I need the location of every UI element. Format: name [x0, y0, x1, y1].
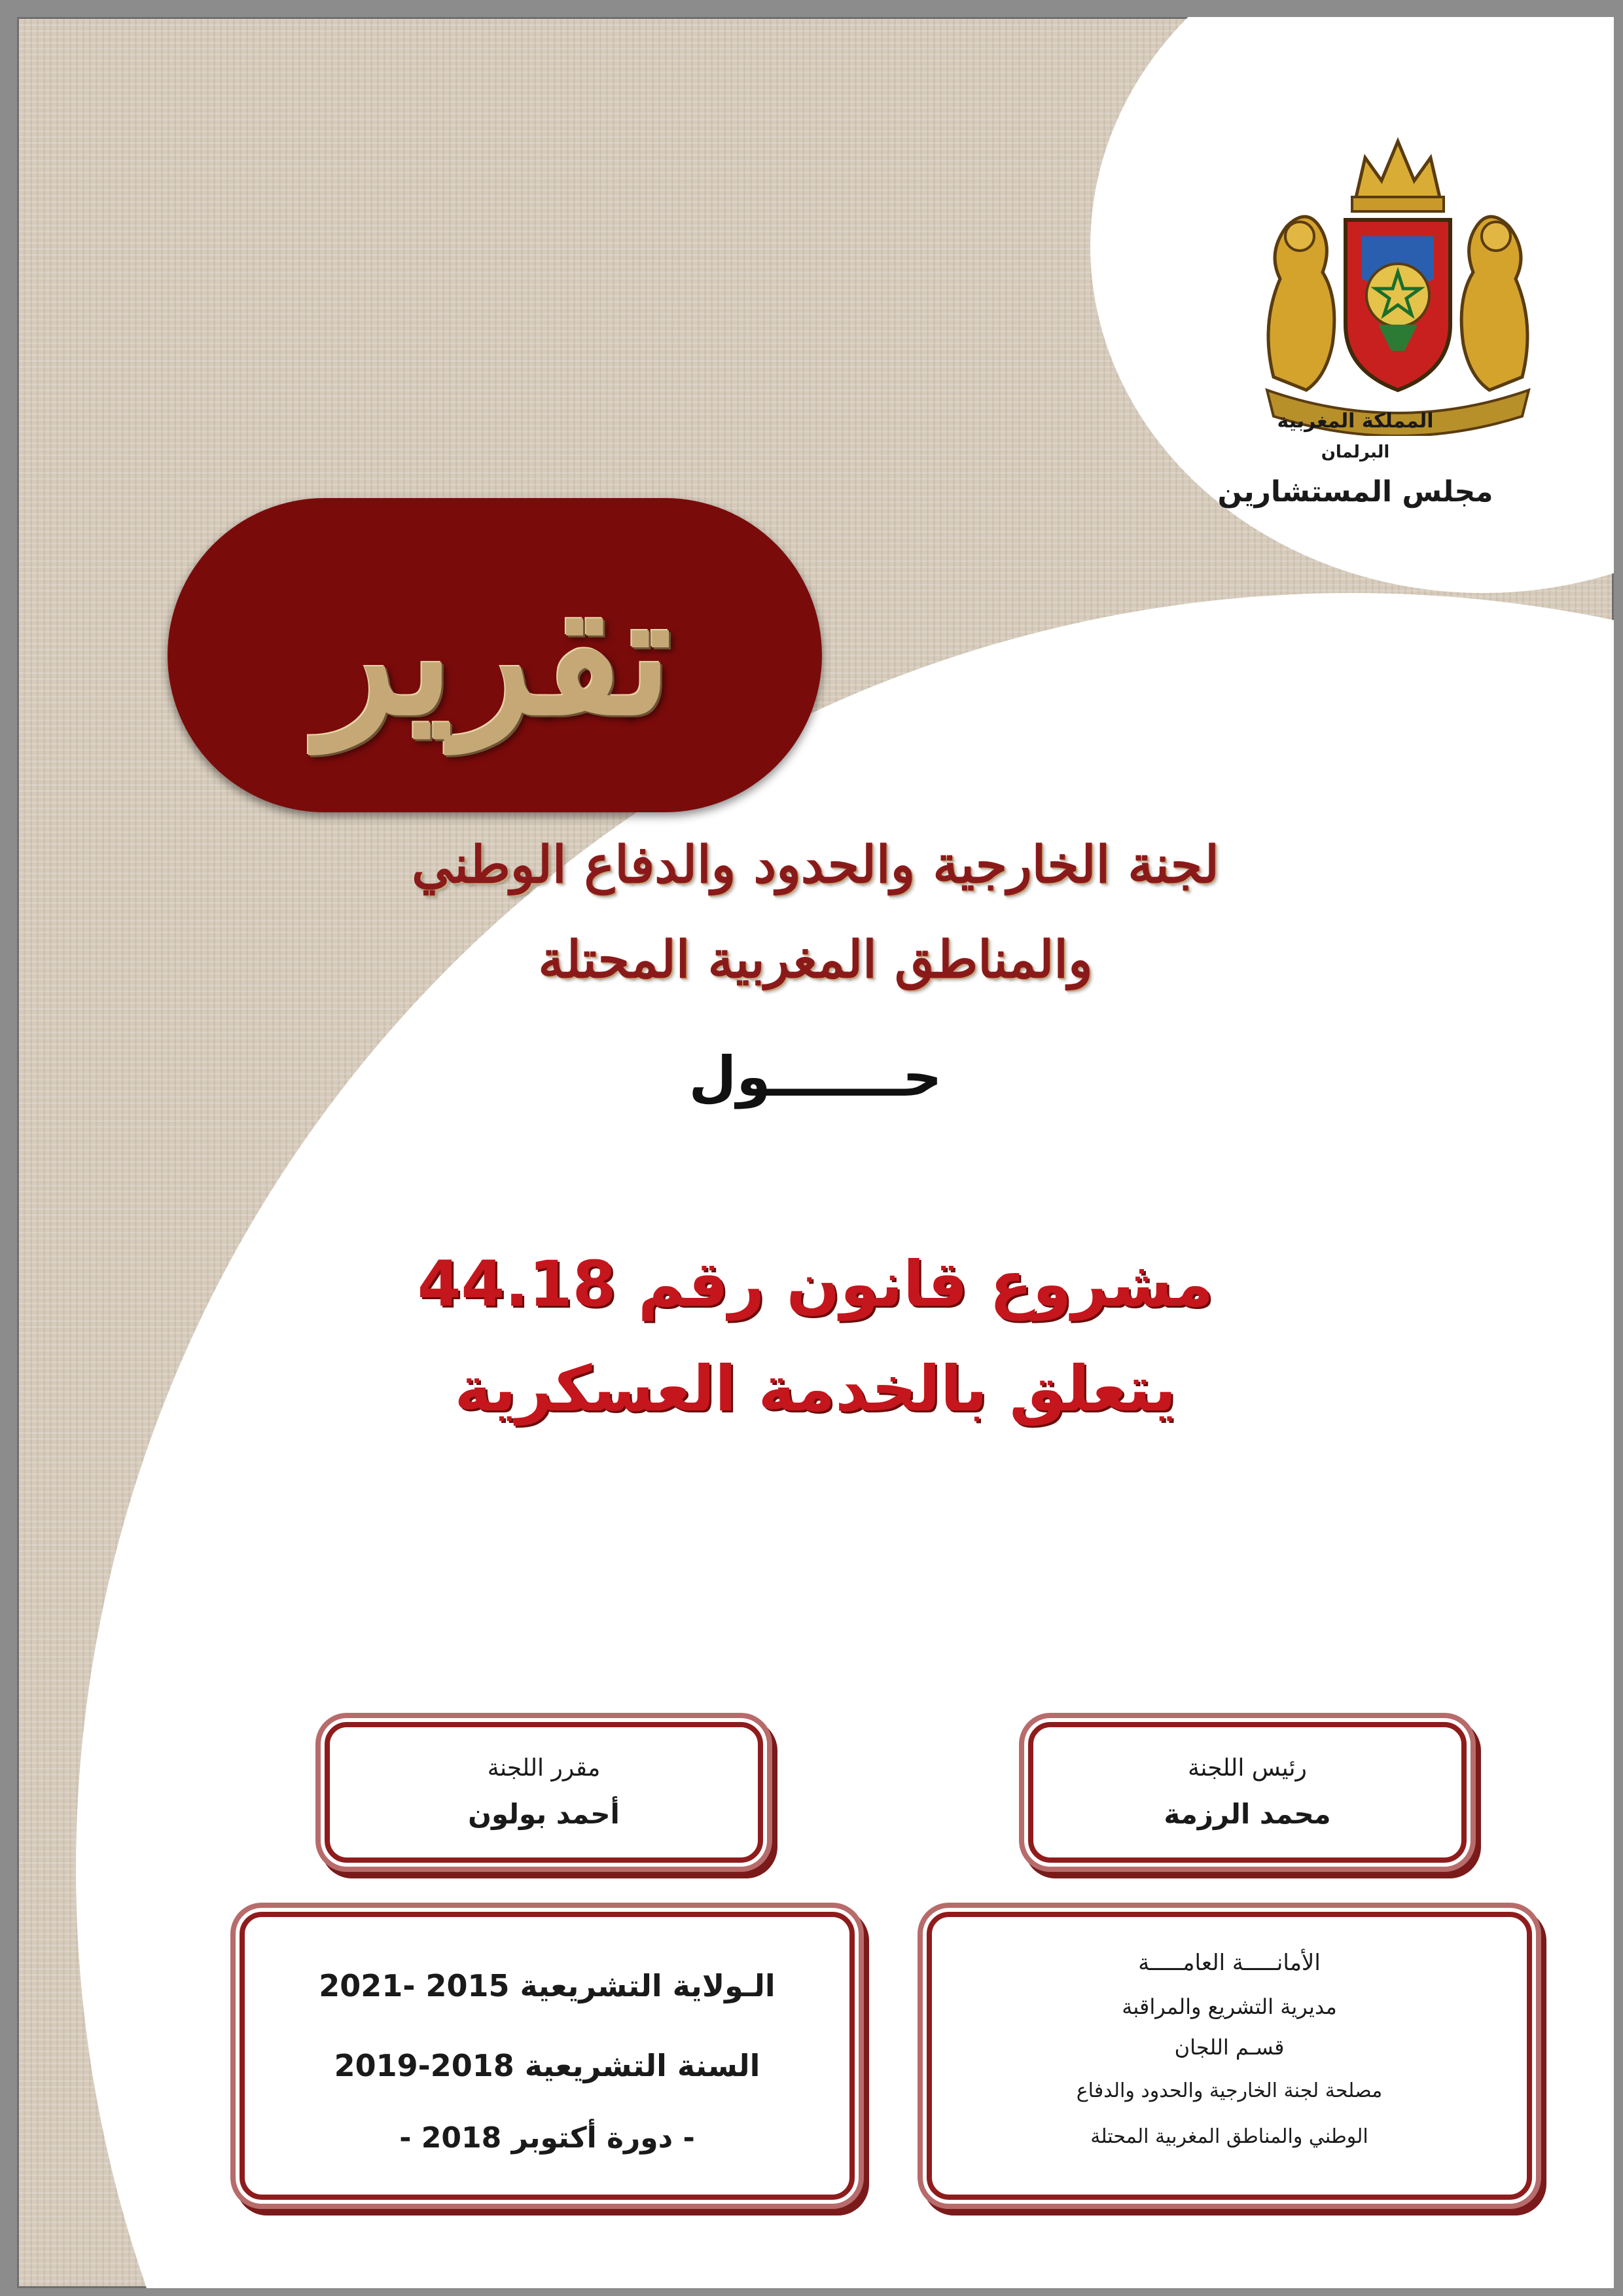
general-secretariat-box — [927, 1912, 1532, 2200]
rapporteur-title: مقرر اللجنة — [487, 1755, 601, 1782]
bill-title-line1: مشروع قانون رقم 44.18 — [417, 1247, 1214, 1321]
institution-kingdom: المملكة المغربية — [1277, 410, 1434, 433]
session-label: - دورة أكتوبر 2018 - — [399, 2121, 695, 2155]
report-cover-page — [17, 17, 1614, 2288]
rapporteur-name: أحمد بولون — [468, 1798, 620, 1830]
secretariat-title: الأمانـــــة العامـــــة — [1138, 1950, 1321, 1976]
legislature-period: الـولاية التشريعية 2015 -2021 — [319, 1968, 776, 2003]
president-name: محمد الرزمة — [1164, 1798, 1331, 1830]
institution-parliament: البرلمان — [1321, 442, 1390, 462]
legislative-year: السنة التشريعية 2018-2019 — [334, 2048, 760, 2083]
secretariat-service-line1: مصلحة لجنة الخارجية والحدود والدفاع — [1076, 2079, 1383, 2102]
committee-president-box — [1028, 1722, 1467, 1863]
secretariat-service-line2: الوطني والمناطق المغربية المحتلة — [1090, 2125, 1368, 2148]
coat-of-arms-emblem — [1247, 128, 1548, 436]
about-heading: حـــــــول — [688, 1045, 942, 1109]
report-title: تقرير — [317, 559, 672, 751]
secretariat-directorate: مديرية التشريع والمراقبة — [1122, 1994, 1337, 2019]
bill-title-line2: يتعلق بالخدمة العسكرية — [454, 1352, 1177, 1426]
committee-rapporteur-box — [325, 1722, 763, 1863]
president-title: رئيس اللجنة — [1188, 1755, 1307, 1782]
committee-name-line2: والمناطق المغربية المحتلة — [538, 930, 1093, 990]
secretariat-division: قسـم اللجان — [1174, 2035, 1285, 2060]
institution-house-of-councillors: مجلس المستشارين — [1217, 475, 1493, 509]
legislative-term-box — [240, 1912, 855, 2200]
committee-name-line1: لجنة الخارجية والحدود والدفاع الوطني — [412, 835, 1219, 895]
